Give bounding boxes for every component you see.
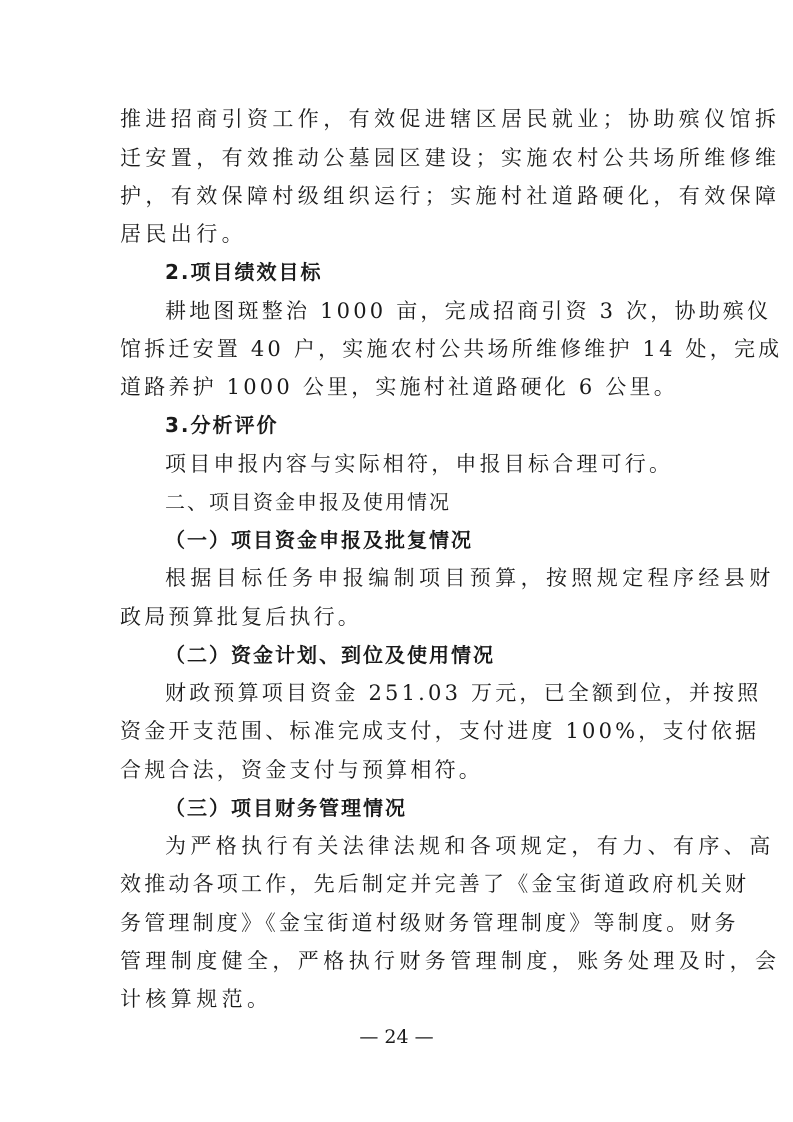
section-heading: 二、项目资金申报及使用情况	[165, 490, 451, 514]
heading-analysis: 3.分析评价	[165, 413, 279, 437]
body-line: 馆拆迁安置 40 户，实施农村公共场所维修维护 14 处，完成	[120, 337, 783, 361]
body-line: 政局预算批复后执行。	[120, 605, 362, 629]
body-line: 计核算规范。	[120, 987, 273, 1011]
body-line: 道路养护 1000 公里，实施村社道路硬化 6 公里。	[120, 375, 678, 399]
body-line: 居民出行。	[120, 222, 247, 246]
body-line: 耕地图斑整治 1000 亩，完成招商引资 3 次，协助殡仪	[165, 299, 772, 323]
body-line: 为严格执行有关法律法规和各项规定，有力、有序、高	[165, 834, 775, 858]
body-line: 合规合法，资金支付与预算相符。	[120, 758, 483, 782]
body-line: 项目申报内容与实际相符，申报目标合理可行。	[165, 452, 674, 476]
body-line: 推进招商引资工作，有效促进辖区居民就业；协助殡仪馆拆	[120, 107, 781, 131]
body-line: 管理制度健全，严格执行财务管理制度，账务处理及时，会	[120, 949, 781, 973]
body-line: 效推动各项工作，先后制定并完善了《金宝街道政府机关财	[120, 872, 750, 896]
body-line: 护，有效保障村级组织运行；实施村社道路硬化，有效保障	[120, 184, 781, 208]
body-line: 资金开支范围、标准完成支付，支付进度 100%，支付依据	[120, 719, 760, 743]
body-line: 根据目标任务申报编制项目预算，按照规定程序经县财	[165, 566, 775, 590]
subsection-heading: （一）项目资金申报及批复情况	[165, 528, 473, 552]
subsection-heading: （三）项目财务管理情况	[165, 796, 407, 820]
body-line: 迁安置，有效推动公墓园区建设；实施农村公共场所维修维	[120, 146, 781, 170]
body-line: 务管理制度》《金宝街道村级财务管理制度》等制度。财务	[120, 911, 739, 935]
heading-performance-target: 2.项目绩效目标	[165, 260, 323, 284]
subsection-heading: （二）资金计划、到位及使用情况	[165, 643, 495, 667]
body-line: 财政预算项目资金 251.03 万元，已全额到位，并按照	[165, 681, 762, 705]
page-number: — 24 —	[359, 1026, 434, 1048]
